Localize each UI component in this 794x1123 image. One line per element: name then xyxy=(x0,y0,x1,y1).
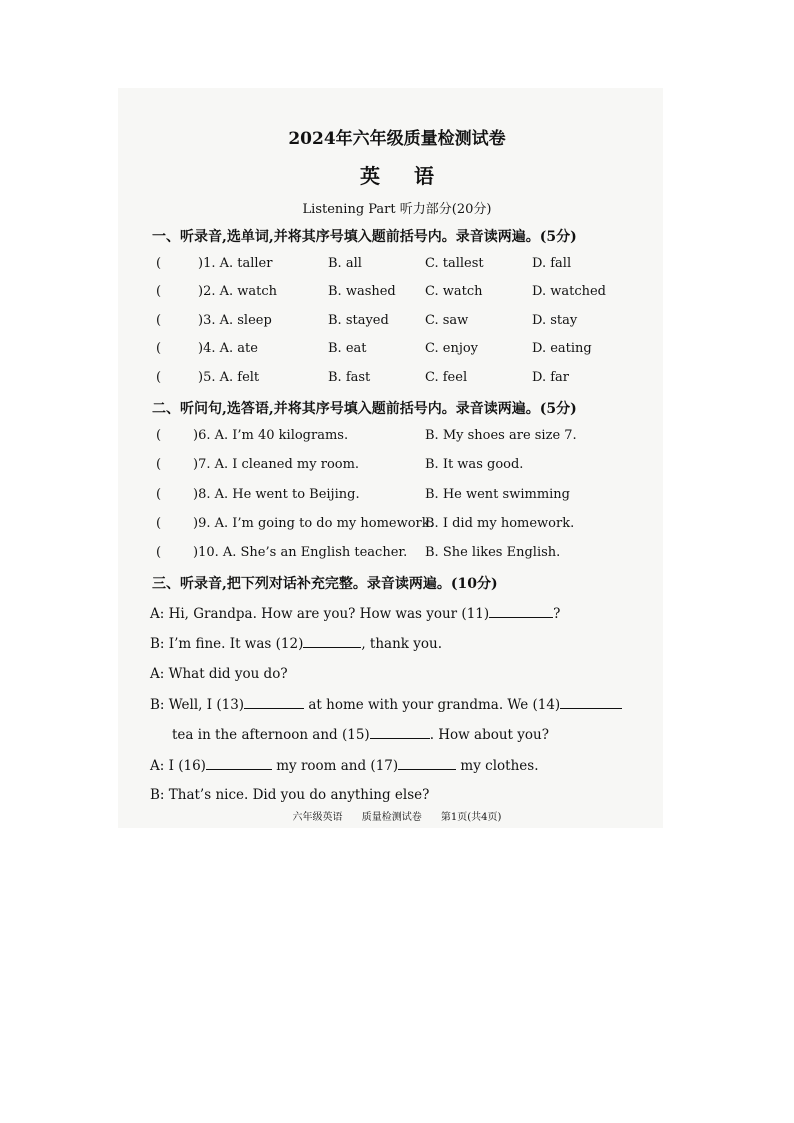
option-c: C. saw xyxy=(425,313,469,328)
option-a: )9. A. I’m going to do my homework. xyxy=(193,516,434,531)
option-d: D. eating xyxy=(532,341,592,356)
dialogue-text: B: Well, I (13) xyxy=(150,697,245,713)
dialogue-text: , thank you. xyxy=(361,636,443,652)
dialogue-text: ? xyxy=(553,606,561,622)
question-row xyxy=(0,516,794,536)
subject-title: 英语 xyxy=(360,164,468,188)
question-row xyxy=(0,256,794,276)
option-b: B. all xyxy=(328,256,362,271)
option-a: )4. A. ate xyxy=(198,341,258,356)
answer-blank xyxy=(560,696,622,709)
option-d: D. stay xyxy=(532,313,578,328)
dialogue-text: tea in the afternoon and (15) xyxy=(172,727,370,743)
question-row xyxy=(0,284,794,304)
part-title: Listening Part 听力部分(20分) xyxy=(302,202,492,217)
answer-paren: ( xyxy=(156,545,162,560)
footer-exam: 质量检测试卷 xyxy=(361,812,422,823)
option-a: )7. A. I cleaned my room. xyxy=(193,457,360,472)
dialogue-text: A: Hi, Grandpa. How are you? How was your (11) xyxy=(150,606,490,622)
option-a: )1. A. taller xyxy=(198,256,273,271)
option-b: B. fast xyxy=(328,370,371,385)
answer-paren: ( xyxy=(156,457,162,472)
footer-grade: 六年级英语 xyxy=(292,812,343,823)
question-row xyxy=(0,313,794,333)
option-d: D. watched xyxy=(532,284,606,299)
option-d: D. far xyxy=(532,370,570,385)
option-c: C. watch xyxy=(425,284,483,299)
option-b: B. I did my homework. xyxy=(425,516,575,531)
answer-blank xyxy=(206,757,272,770)
answer-paren: ( xyxy=(156,516,162,531)
answer-blank xyxy=(303,635,361,648)
option-a: )5. A. felt xyxy=(198,370,260,385)
answer-paren: ( xyxy=(156,313,162,328)
option-b: B. He went swimming xyxy=(425,487,570,502)
dialogue-text: B: That’s nice. Did you do anything else? xyxy=(150,787,430,803)
question-row xyxy=(0,428,794,448)
dialogue-text: A: I (16) xyxy=(150,758,206,774)
answer-blank xyxy=(370,726,430,739)
dialogue-text: . How about you? xyxy=(429,727,549,743)
option-c: C. tallest xyxy=(425,256,484,271)
option-b: B. stayed xyxy=(328,313,389,328)
option-b: B. washed xyxy=(328,284,396,299)
option-a: )6. A. I’m 40 kilograms. xyxy=(193,428,349,443)
dialogue-line xyxy=(172,726,549,743)
question-row xyxy=(0,457,794,477)
dialogue-line xyxy=(150,787,429,803)
option-b: B. It was good. xyxy=(425,457,524,472)
option-b: B. My shoes are size 7. xyxy=(425,428,577,443)
answer-paren: ( xyxy=(156,428,162,443)
exam-title: 2024年六年级质量检测试卷 xyxy=(288,129,506,149)
option-b: B. She likes English. xyxy=(425,545,561,560)
answer-paren: ( xyxy=(156,370,162,385)
option-a: )3. A. sleep xyxy=(198,313,272,328)
option-a: )2. A. watch xyxy=(198,284,278,299)
question-row xyxy=(0,341,794,361)
dialogue-line xyxy=(150,605,560,622)
section2-heading: 二、听问句,选答语,并将其序号填入题前括号内。录音读两遍。(5分) xyxy=(152,401,577,417)
option-c: C. enjoy xyxy=(425,341,479,356)
page-footer xyxy=(0,808,794,823)
dialogue-text: my clothes. xyxy=(456,758,539,774)
section1-heading: 一、听录音,选单词,并将其序号填入题前括号内。录音读两遍。(5分) xyxy=(152,229,577,245)
option-a: )8. A. He went to Beijing. xyxy=(193,487,360,502)
option-c: C. feel xyxy=(425,370,468,385)
dialogue-text: A: What did you do? xyxy=(150,666,288,682)
answer-paren: ( xyxy=(156,256,162,271)
question-row xyxy=(0,545,794,565)
answer-paren: ( xyxy=(156,487,162,502)
dialogue-text: B: I’m fine. It was (12) xyxy=(150,636,304,652)
answer-blank xyxy=(398,757,456,770)
answer-paren: ( xyxy=(156,341,162,356)
dialogue-text: at home with your grandma. We (14) xyxy=(304,697,561,713)
answer-blank xyxy=(244,696,304,709)
footer-page-number: 第1页(共4页) xyxy=(440,812,502,823)
dialogue-line xyxy=(150,666,288,682)
answer-blank xyxy=(489,605,553,618)
question-row xyxy=(0,487,794,507)
section3-heading: 三、听录音,把下列对话补充完整。录音读两遍。(10分) xyxy=(152,576,498,592)
answer-paren: ( xyxy=(156,284,162,299)
dialogue-line xyxy=(150,696,622,713)
option-d: D. fall xyxy=(532,256,572,271)
dialogue-line xyxy=(150,635,442,652)
question-row xyxy=(0,370,794,390)
dialogue-line xyxy=(150,757,539,774)
dialogue-text: my room and (17) xyxy=(271,758,399,774)
option-a: )10. A. She’s an English teacher. xyxy=(193,545,408,560)
option-b: B. eat xyxy=(328,341,367,356)
